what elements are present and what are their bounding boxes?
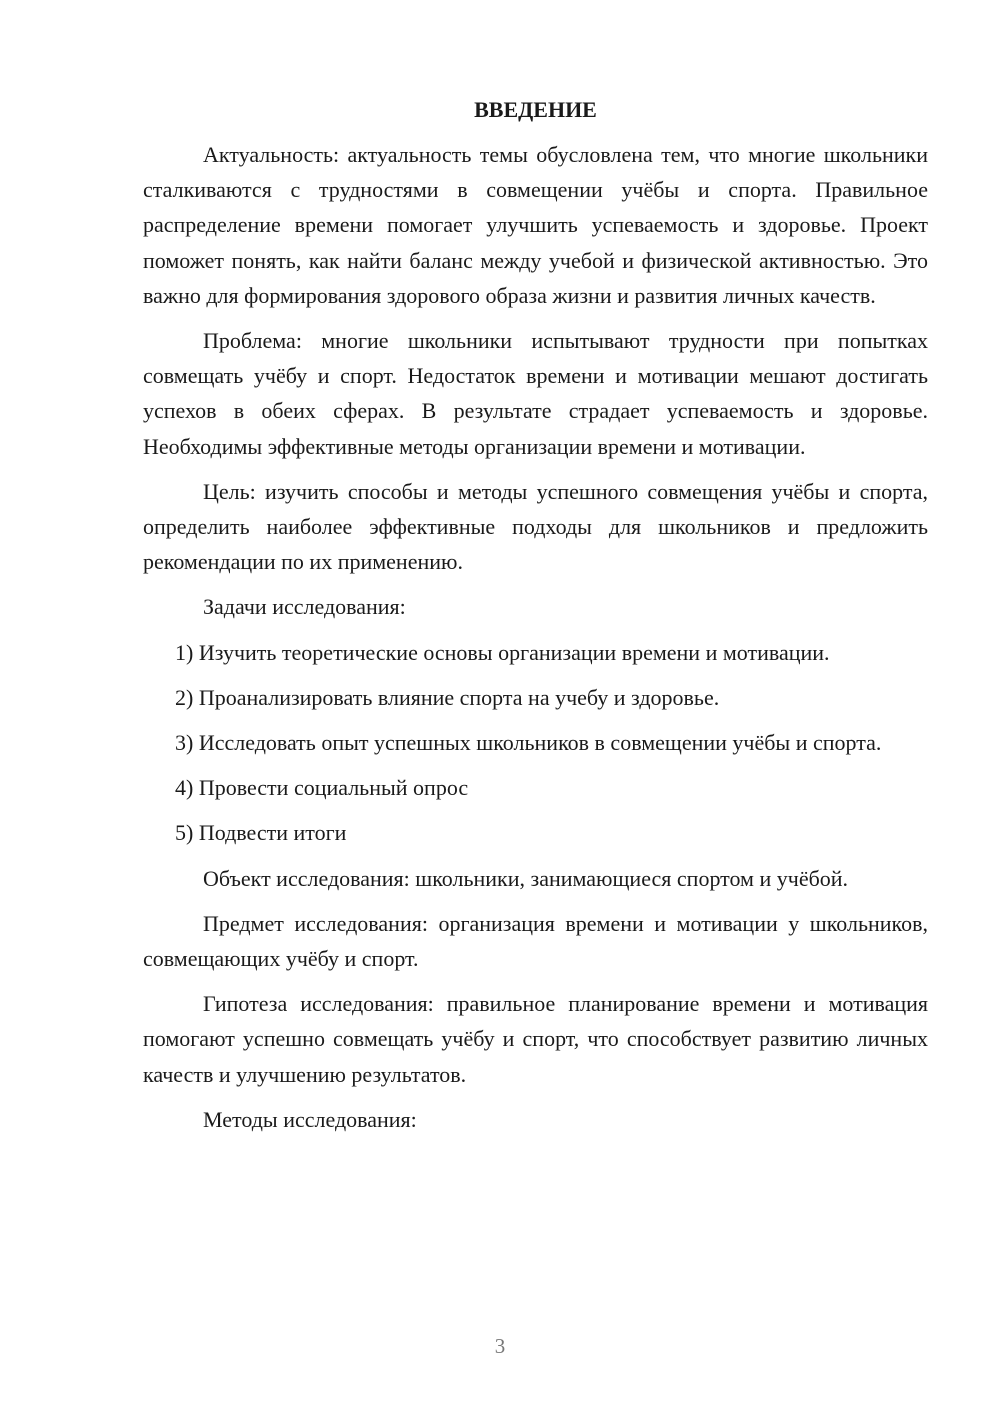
page-content: [143, 94, 928, 1137]
object-paragraph: Объект исследования: школьники, занимающиеся спортом и учёбой.: [203, 865, 849, 891]
page-heading: ВВЕДЕНИЕ: [474, 97, 597, 122]
task-item-5: 5) Подвести итоги: [175, 820, 347, 846]
page-number: 3: [494, 1334, 506, 1358]
task-item-2: 2) Проанализировать влияние спорта на учебу и здоровье.: [175, 684, 720, 710]
relevance-paragraph: Актуальность: актуальность темы обусловлена тем, что многие школьники сталкиваются с трудностями в совмещении учёбы и спорта. Правильное распределение времени помогает улучшить успеваемость и здоровье. Проект поможет понять, как найти баланс между учебой и физической активностью. Это важно для формирования здорового образа жизни и развития личных качеств.: [143, 142, 928, 308]
tasks-title: Задачи исследования:: [203, 594, 406, 620]
problem-paragraph: Проблема: многие школьники испытывают трудности при попытках совмещать учёбу и спорт. Недостаток времени и мотивации мешают достигать успехов в обеих сферах. В результате страдает успеваемость и здоровье. Необходимы эффективные методы организации времени и мотивации.: [143, 328, 928, 459]
goal-paragraph: Цель: изучить способы и методы успешного совмещения учёбы и спорта, определить наиболее эффективные подходы для школьников и предложить рекомендации по их применению.: [143, 478, 928, 575]
methods-title: Методы исследования:: [203, 1106, 417, 1132]
subject-paragraph: Предмет исследования: организация времени и мотивации у школьников, совмещающих учёбу и спорт.: [143, 910, 928, 972]
task-item-3: 3) Исследовать опыт успешных школьников в совмещении учёбы и спорта.: [175, 730, 882, 756]
task-item-1: 1) Изучить теоретические основы организации времени и мотивации.: [175, 639, 830, 665]
hypothesis-paragraph: Гипотеза исследования: правильное планирование времени и мотивация помогают успешно совмещать учёбу и спорт, что способствует развитию личных качеств и улучшению результатов.: [143, 991, 928, 1087]
task-item-4: 4) Провести социальный опрос: [175, 775, 469, 801]
